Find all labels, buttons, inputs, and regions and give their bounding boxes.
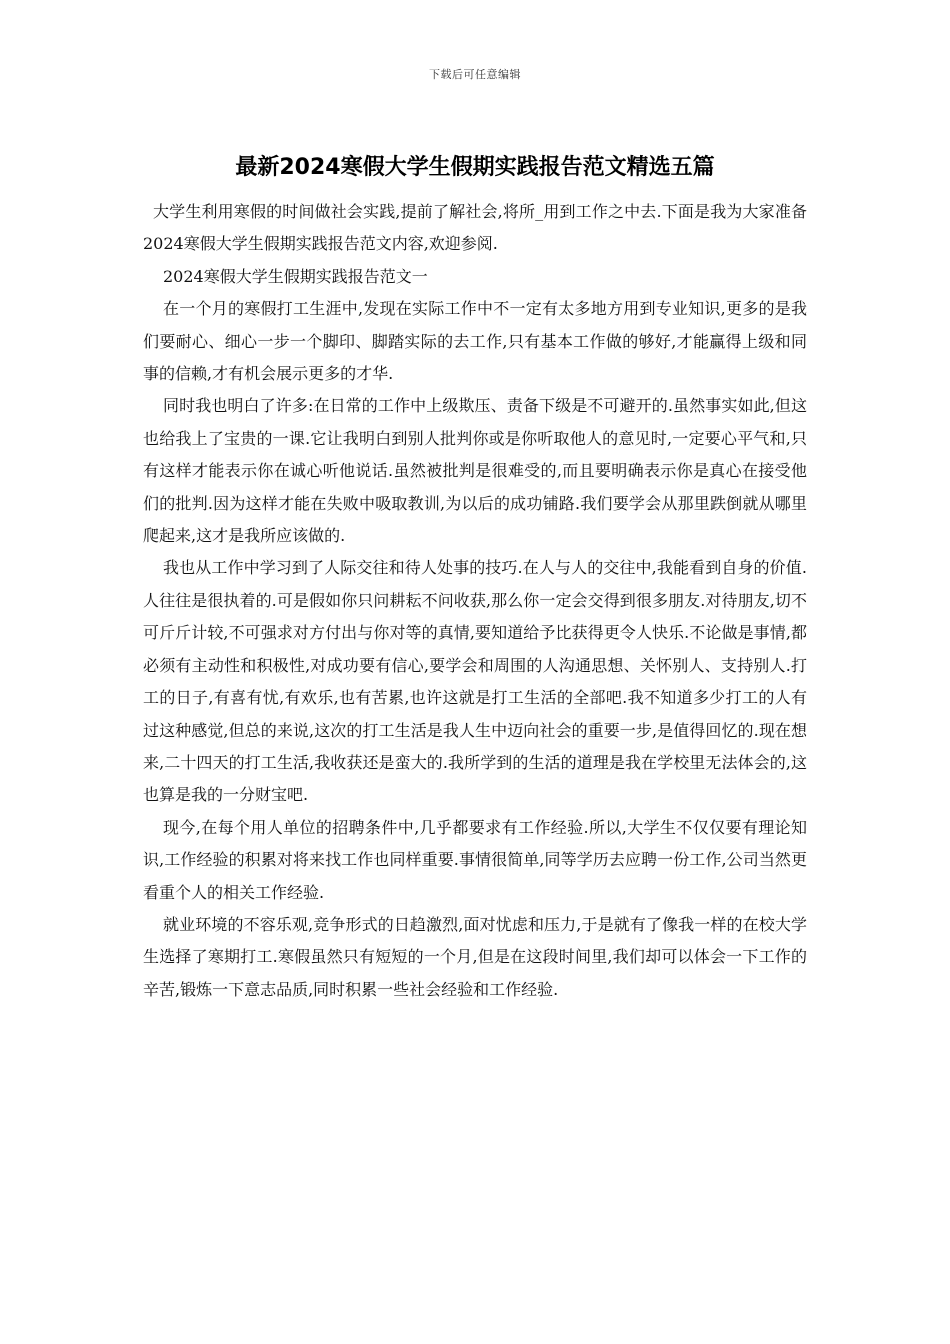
body-paragraph: 在一个月的寒假打工生涯中,发现在实际工作中不一定有太多地方用到专业知识,更多的是我们要耐心、细心一步一个脚印、脚踏实际的去工作,只有基本工作做的够好,才能赢得上级和同事的信赖,才有机会展示更多的才华.	[143, 299, 807, 384]
body-paragraph: 现今,在每个用人单位的招聘条件中,几乎都要求有工作经验.所以,大学生不仅仅要有理论知识,工作经验的积累对将来找工作也同样重要.事情很简单,同等学历去应聘一份工作,公司当然更看重个人的相关工作经验.	[143, 817, 807, 902]
intro-paragraph: 大学生利用寒假的时间做社会实践,提前了解社会,将所_用到工作之中去.下面是我为大家准备2024寒假大学生假期实践报告范文内容,欢迎参阅.	[143, 202, 807, 254]
document-body	[143, 196, 807, 1006]
section-heading: 2024寒假大学生假期实践报告范文一	[163, 266, 428, 286]
document-title: 最新2024寒假大学生假期实践报告范文精选五篇	[235, 155, 715, 180]
header-note: 下载后可任意编辑	[429, 68, 521, 81]
body-paragraph: 同时我也明白了许多:在日常的工作中上级欺压、责备下级是不可避开的.虽然事实如此,但这也给我上了宝贵的一课.它让我明白到别人批判你或是你听取他人的意见时,一定要心平气和,只有这样才能表示你在诚心听他说话.虽然被批判是很难受的,而且要明确表示你是真心在接受他们的批判.因为这样才能在失败中吸取教训,为以后的成功铺路.我们要学会从那里跌倒就从哪里爬起来,这才是我所应该做的.	[143, 396, 807, 546]
body-paragraph: 就业环境的不容乐观,竞争形式的日趋激烈,面对忧虑和压力,于是就有了像我一样的在校大学生选择了寒期打工.寒假虽然只有短短的一个月,但是在这段时间里,我们却可以体会一下工作的辛苦,锻炼一下意志品质,同时积累一些社会经验和工作经验.	[143, 914, 807, 999]
body-paragraph: 我也从工作中学习到了人际交往和待人处事的技巧.在人与人的交往中,我能看到自身的价值.人往往是很执着的.可是假如你只问耕耘不问收获,那么你一定会交得到很多朋友.对待朋友,切不可斤斤计较,不可强求对方付出与你对等的真情,要知道给予比获得更令人快乐.不论做是事情,都必须有主动性和积极性,对成功要有信心,要学会和周围的人沟通思想、关怀别人、支持别人.打工的日子,有喜有忧,有欢乐,也有苦累,也许这就是打工生活的全部吧.我不知道多少打工的人有过这种感觉,但总的来说,这次的打工生活是我人生中迈向社会的重要一步,是值得回忆的.现在想来,二十四天的打工生活,我收获还是蛮大的.我所学到的生活的道理是我在学校里无法体会的,这也算是我的一分财宝吧.	[143, 558, 807, 805]
